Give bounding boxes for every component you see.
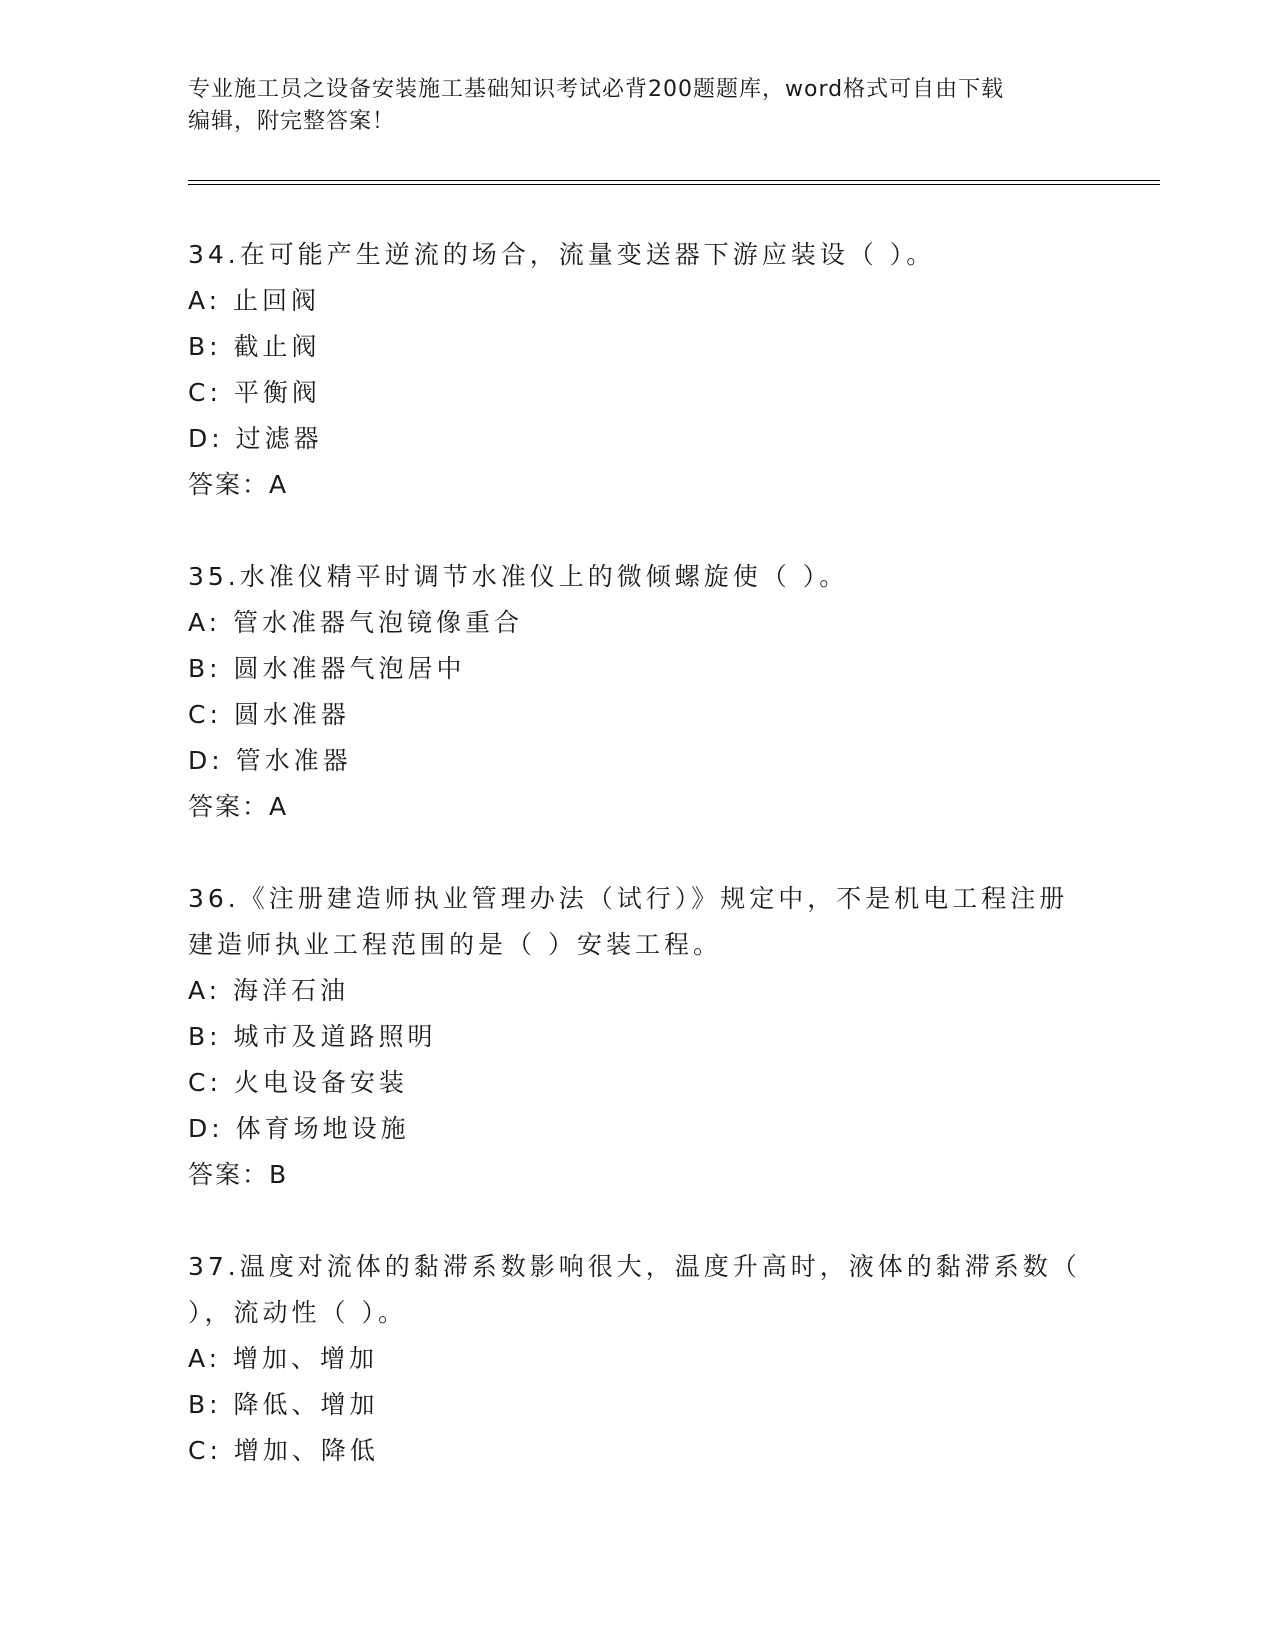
header-title-line-2: 编辑，附完整答案！ <box>188 109 396 134</box>
option-c: C: 增加、降低 <box>188 1436 379 1465</box>
header-divider-top <box>188 180 1160 181</box>
option-a: A: 增加、增加 <box>188 1344 379 1373</box>
answer-line: 答案：A <box>188 470 289 499</box>
question-stem-line-2: ），流动性（ ）。 <box>188 1298 407 1327</box>
option-a: A: 止回阀 <box>188 286 321 315</box>
option-a: A: 海洋石油 <box>188 976 350 1005</box>
answer-line: 答案：B <box>188 1160 289 1189</box>
option-d: D: 体育场地设施 <box>188 1114 410 1143</box>
option-b: B: 降低、增加 <box>188 1390 379 1419</box>
question-stem-line-2: 建造师执业工程范围的是（ ）安装工程。 <box>188 930 722 959</box>
option-b: B: 截止阀 <box>188 332 321 361</box>
document-header <box>188 74 1088 138</box>
question-35 <box>188 554 1088 830</box>
question-stem-line-1: 37.温度对流体的黏滞系数影响很大，温度升高时，液体的黏滞系数（ <box>188 1252 1081 1281</box>
header-divider-bottom <box>188 184 1160 185</box>
question-stem: 34.在可能产生逆流的场合，流量变送器下游应装设（ ）。 <box>188 240 936 269</box>
option-b: B: 圆水准器气泡居中 <box>188 654 466 683</box>
option-c: C: 圆水准器 <box>188 700 350 729</box>
answer-line: 答案：A <box>188 792 289 821</box>
option-d: D: 过滤器 <box>188 424 323 453</box>
option-d: D: 管水准器 <box>188 746 352 775</box>
question-stem: 35.水准仪精平时调节水准仪上的微倾螺旋使（ ）。 <box>188 562 849 591</box>
question-36 <box>188 876 1088 1198</box>
option-a: A: 管水准器气泡镜像重合 <box>188 608 524 637</box>
question-37 <box>188 1244 1088 1474</box>
question-stem-line-1: 36.《注册建造师执业管理办法（试行）》规定中，不是机电工程注册 <box>188 884 1069 913</box>
question-list <box>188 232 1088 1520</box>
option-b: B: 城市及道路照明 <box>188 1022 437 1051</box>
option-c: C: 火电设备安装 <box>188 1068 408 1097</box>
header-title-line-1: 专业施工员之设备安装施工基础知识考试必背200题题库，word格式可自由下载 <box>188 77 1005 102</box>
question-34 <box>188 232 1088 508</box>
option-c: C: 平衡阀 <box>188 378 321 407</box>
